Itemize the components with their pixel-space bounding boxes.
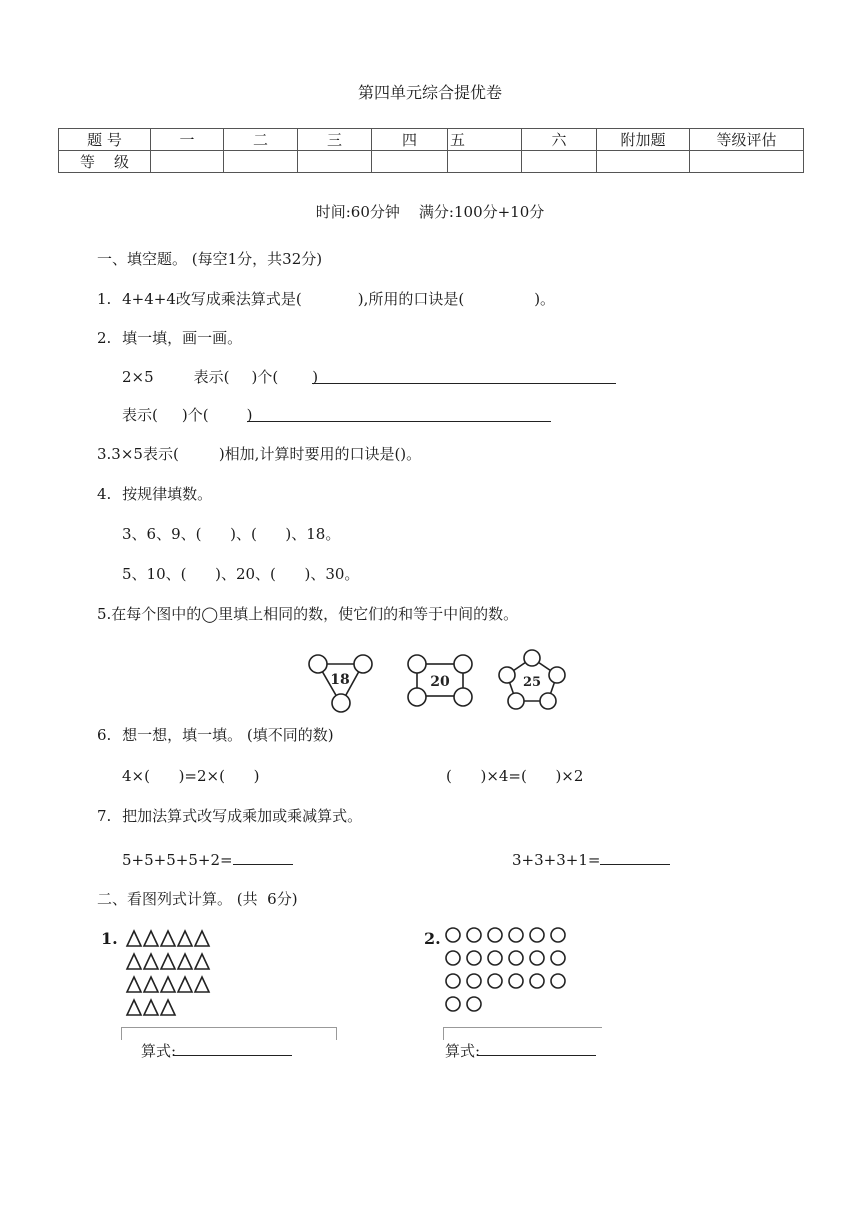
q4-number: 4. bbox=[97, 485, 112, 503]
q2-line2-b: )个( bbox=[181, 406, 209, 424]
q6-number: 6. bbox=[97, 726, 112, 744]
triangle-shape bbox=[161, 977, 175, 992]
section2-heading: 二、看图列式计算。 (共 6分) bbox=[97, 890, 298, 908]
formula-1-label: 算式: bbox=[141, 1042, 177, 1060]
triangle-shape bbox=[178, 931, 192, 946]
q1-number: 1. bbox=[97, 290, 112, 308]
q6-left-equation[interactable]: 4×( )=2×( ) bbox=[122, 767, 260, 785]
q2-line-1 bbox=[122, 367, 616, 387]
formula-1-answer-line[interactable] bbox=[174, 1039, 292, 1056]
circle-shape bbox=[530, 974, 544, 988]
q2-line2-a: 表示( bbox=[122, 406, 158, 424]
cell-header-5: 五 bbox=[448, 129, 522, 151]
question-7 bbox=[97, 806, 362, 826]
q2-number: 2. bbox=[97, 329, 112, 347]
section1-heading: 一、填空题。 (每空1分，共32分) bbox=[97, 250, 323, 268]
cell-header-label: 题 号 bbox=[59, 129, 151, 151]
q2-line2-draw-line[interactable] bbox=[247, 405, 551, 422]
problem-1-number: 1. bbox=[101, 929, 118, 948]
figure-blank-circle[interactable] bbox=[454, 655, 472, 673]
cell-header-eval: 等级评估 bbox=[690, 129, 804, 151]
q7-right bbox=[512, 848, 670, 870]
circle-shape bbox=[446, 974, 460, 988]
triangle-shape bbox=[195, 977, 209, 992]
time-info: 时间:60分钟 满分:100分+10分 bbox=[315, 203, 545, 221]
q1-text-a: 4+4+4改写成乘法算式是( bbox=[122, 290, 302, 308]
q4-sequence-2[interactable]: 5、10、( )、20、( )、30。 bbox=[122, 565, 360, 583]
figure-blank-circle[interactable] bbox=[540, 693, 556, 709]
figure-blank-circle[interactable] bbox=[454, 688, 472, 706]
q7-left-answer-line[interactable] bbox=[233, 848, 293, 865]
triangle-shape bbox=[161, 931, 175, 946]
cell-header-2: 二 bbox=[224, 129, 298, 151]
grade-cell[interactable] bbox=[224, 151, 298, 173]
circle-picture bbox=[444, 926, 584, 1020]
circle-shape bbox=[551, 974, 565, 988]
figure-blank-circle[interactable] bbox=[499, 667, 515, 683]
rectangle-center-number: 20 bbox=[430, 674, 450, 690]
grade-table-header-row bbox=[59, 129, 804, 151]
figure-blank-circle[interactable] bbox=[524, 650, 540, 666]
q1-text-b: ),所用的口诀是( bbox=[357, 290, 465, 308]
grade-table bbox=[58, 128, 804, 173]
grade-cell[interactable] bbox=[151, 151, 224, 173]
q4-sequence-1[interactable]: 3、6、9、( )、( )、18。 bbox=[122, 525, 341, 543]
cell-header-1: 一 bbox=[151, 129, 224, 151]
question-3 bbox=[97, 444, 421, 464]
figure-blank-circle[interactable] bbox=[549, 667, 565, 683]
q5-figures bbox=[300, 644, 580, 716]
triangle-shape bbox=[127, 977, 141, 992]
triangle-shape bbox=[127, 931, 141, 946]
circle-shape bbox=[467, 951, 481, 965]
circle-shape bbox=[446, 928, 460, 942]
grade-table-grade-row bbox=[59, 151, 804, 173]
triangle-shape bbox=[144, 954, 158, 969]
triangle-figure bbox=[309, 655, 372, 712]
triangle-shape bbox=[195, 931, 209, 946]
q2-expr: 2×5 bbox=[122, 368, 154, 386]
q1-text-c: )。 bbox=[534, 290, 556, 308]
circle-shape bbox=[488, 974, 502, 988]
q4-text: 按规律填数。 bbox=[122, 485, 213, 503]
triangle-shape bbox=[144, 977, 158, 992]
q7-left bbox=[122, 848, 293, 870]
question-5: 5.在每个图中的◯里填上相同的数，使它们的和等于中间的数。 bbox=[97, 605, 519, 623]
figure-blank-circle[interactable] bbox=[332, 694, 350, 712]
formula-2 bbox=[445, 1039, 596, 1061]
triangle-shape bbox=[127, 954, 141, 969]
formula-2-label: 算式: bbox=[445, 1042, 481, 1060]
triangle-shape bbox=[161, 954, 175, 969]
q7-left-expr: 5+5+5+5+2= bbox=[122, 851, 233, 869]
triangle-shape bbox=[178, 977, 192, 992]
triangle-shape bbox=[144, 1000, 158, 1015]
circle-shape bbox=[467, 997, 481, 1011]
triangle-shape bbox=[144, 931, 158, 946]
q2-line1-a: 表示( bbox=[193, 368, 230, 386]
figure-blank-circle[interactable] bbox=[408, 688, 426, 706]
circle-shape bbox=[488, 951, 502, 965]
triangle-shape bbox=[161, 1000, 175, 1015]
formula-1 bbox=[141, 1039, 292, 1061]
circle-shape bbox=[551, 951, 565, 965]
q2-line2-close: ) bbox=[246, 406, 253, 424]
q3-text-a: 3.3×5表示( bbox=[97, 445, 179, 463]
figure-blank-circle[interactable] bbox=[408, 655, 426, 673]
circle-shape bbox=[446, 997, 460, 1011]
q2-line1-close: ) bbox=[312, 368, 319, 386]
grade-cell[interactable] bbox=[448, 151, 522, 173]
grade-cell[interactable] bbox=[298, 151, 372, 173]
circle-shape bbox=[509, 928, 523, 942]
triangle-center-number: 18 bbox=[330, 672, 350, 688]
cell-header-4: 四 bbox=[372, 129, 448, 151]
question-1 bbox=[97, 289, 555, 309]
pentagon-center-number: 25 bbox=[522, 675, 542, 690]
q2-text: 填一填，画一画。 bbox=[122, 329, 243, 347]
figure-blank-circle[interactable] bbox=[354, 655, 372, 673]
q3-text-b: )相加,计算时要用的口诀是()。 bbox=[218, 445, 422, 463]
problem-2-number: 2. bbox=[424, 929, 441, 948]
circle-shape bbox=[488, 928, 502, 942]
circle-shape bbox=[467, 974, 481, 988]
grade-cell[interactable] bbox=[522, 151, 597, 173]
circle-shape bbox=[467, 928, 481, 942]
triangle-shape bbox=[127, 1000, 141, 1015]
q7-right-answer-line[interactable] bbox=[600, 848, 670, 865]
formula-2-answer-line[interactable] bbox=[478, 1039, 596, 1056]
cell-grade-label: 等 级 bbox=[59, 151, 151, 173]
triangle-picture bbox=[124, 928, 224, 1020]
q2-line-2 bbox=[122, 405, 551, 425]
circle-shape bbox=[530, 951, 544, 965]
circle-shape bbox=[509, 951, 523, 965]
grade-cell[interactable] bbox=[690, 151, 804, 173]
question-2 bbox=[97, 328, 242, 348]
grade-cell[interactable] bbox=[372, 151, 448, 173]
grade-cell[interactable] bbox=[597, 151, 690, 173]
circle-shape bbox=[446, 951, 460, 965]
question-6 bbox=[97, 725, 334, 745]
cell-header-3: 三 bbox=[298, 129, 372, 151]
q6-right-equation[interactable]: ( )×4=( )×2 bbox=[446, 767, 584, 785]
q7-right-expr: 3+3+3+1= bbox=[512, 851, 601, 869]
q7-text: 把加法算式改写成乘加或乘减算式。 bbox=[122, 807, 363, 825]
q7-number: 7. bbox=[97, 807, 112, 825]
cell-header-extra: 附加题 bbox=[597, 129, 690, 151]
circle-shape bbox=[530, 928, 544, 942]
q2-line1-b: )个( bbox=[251, 368, 279, 386]
rectangle-figure bbox=[408, 655, 472, 706]
question-4 bbox=[97, 484, 212, 504]
cell-header-6: 六 bbox=[522, 129, 597, 151]
circle-shape bbox=[551, 928, 565, 942]
q6-text: 想一想，填一填。 (填不同的数) bbox=[122, 726, 334, 744]
circle-shape bbox=[509, 974, 523, 988]
figure-blank-circle[interactable] bbox=[309, 655, 327, 673]
q2-line1-draw-line[interactable] bbox=[312, 367, 616, 384]
figure-blank-circle[interactable] bbox=[508, 693, 524, 709]
triangle-shape bbox=[195, 954, 209, 969]
triangle-shape bbox=[178, 954, 192, 969]
pentagon-figure bbox=[499, 650, 565, 709]
page-title: 第四单元综合提优卷 bbox=[357, 83, 502, 102]
